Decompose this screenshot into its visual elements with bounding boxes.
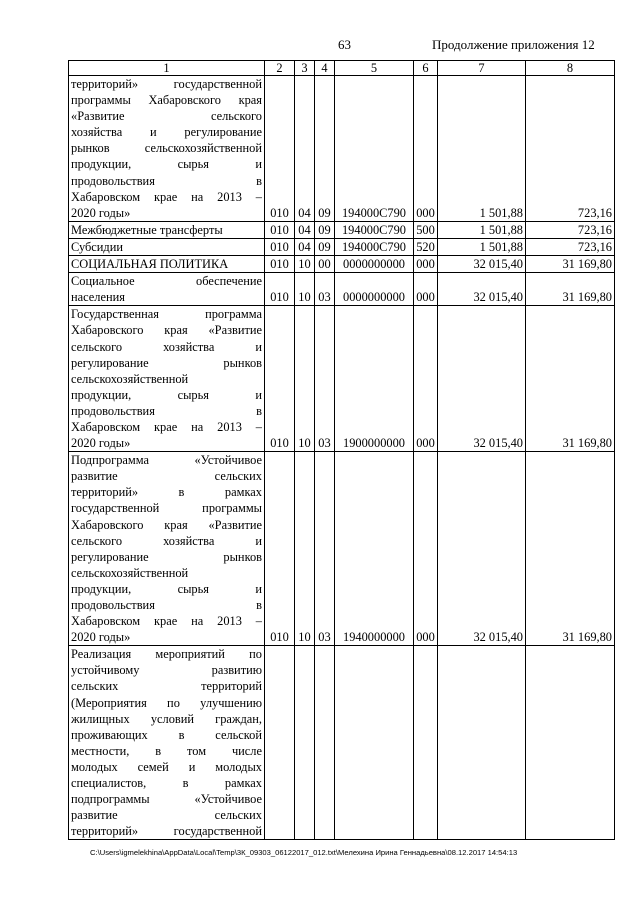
- section-code-cell: 10: [295, 452, 315, 646]
- row-name-cell: [69, 273, 265, 306]
- row-name-line: (Мероприятия по улучшению: [71, 695, 262, 710]
- budget-table: [68, 60, 615, 840]
- ministry-code-cell: 010: [265, 256, 295, 273]
- table-row: [69, 452, 615, 646]
- row-name-line: регулирование рынков: [71, 355, 262, 370]
- table-row: [69, 256, 615, 273]
- section-code-cell: 04: [295, 76, 315, 222]
- ministry-code-cell: 010: [265, 76, 295, 222]
- expense-type-cell: 000: [414, 306, 438, 452]
- section-code-cell: 10: [295, 273, 315, 306]
- row-name-line: Хабаровском крае на 2013 –: [71, 189, 262, 204]
- row-name-line: Субсидии: [71, 239, 123, 254]
- row-name-line: развитие сельских: [71, 469, 262, 484]
- row-name-line: продукции, сырья и: [71, 387, 262, 402]
- row-name-line: Социальное обеспечение: [71, 274, 262, 289]
- row-name-line: территорий» государственной: [71, 824, 262, 839]
- row-name-cell: [69, 452, 265, 646]
- row-name-line: населения: [71, 290, 125, 305]
- sum-year-2-cell: 723,16: [526, 238, 615, 255]
- ministry-code-cell: [265, 646, 295, 840]
- subsection-code-cell: 09: [315, 221, 335, 238]
- row-name-line: продукции, сырья и: [71, 581, 262, 596]
- expense-type-cell: 500: [414, 221, 438, 238]
- row-name-line: Хабаровском крае на 2013 –: [71, 614, 262, 629]
- appendix-continuation-note: Продолжение приложения 12: [432, 37, 595, 52]
- sum-year-2-cell: 31 169,80: [526, 273, 615, 306]
- row-name-line: молодых семей и молодых: [71, 759, 262, 774]
- row-name-line: продовольствия в: [71, 173, 262, 188]
- expense-type-cell: [414, 646, 438, 840]
- subsection-code-cell: [315, 646, 335, 840]
- row-name-line: Хабаровского края «Развитие: [71, 323, 262, 338]
- section-code-cell: 10: [295, 306, 315, 452]
- sum-year-2-cell: [526, 646, 615, 840]
- row-name-line: местности, в том числе: [71, 743, 262, 758]
- row-name-line: специалистов, в рамках: [71, 776, 262, 791]
- sum-year-2-cell: 31 169,80: [526, 256, 615, 273]
- col-header-section: 3: [295, 61, 315, 76]
- col-header-expense-type: 6: [414, 61, 438, 76]
- row-name-line: 2020 годы»: [71, 205, 131, 220]
- table-row: [69, 76, 615, 222]
- page-number: 63: [338, 37, 351, 52]
- col-header-ministry: 2: [265, 61, 295, 76]
- target-article-cell: 0000000000: [335, 273, 414, 306]
- sum-year-1-cell: 1 501,88: [438, 238, 526, 255]
- row-name-line: «Развитие сельского: [71, 109, 262, 124]
- target-article-cell: 194000С790: [335, 76, 414, 222]
- sum-year-2-cell: 31 169,80: [526, 306, 615, 452]
- ministry-code-cell: 010: [265, 238, 295, 255]
- sum-year-1-cell: 32 015,40: [438, 256, 526, 273]
- subsection-code-cell: 03: [315, 452, 335, 646]
- row-name-line: устойчивому развитию: [71, 663, 262, 678]
- table-body: [69, 76, 615, 840]
- section-code-cell: 04: [295, 238, 315, 255]
- footer-file-path: C:\Users\igmelekhina\AppData\Local\Temp\3К_09303_06122017_012.txt\Мелехина Ирина Геннадьевна\08.12.2017 14:54:13: [90, 848, 518, 857]
- row-name-line: проживающих в сельской: [71, 727, 262, 742]
- row-name-line: развитие сельских: [71, 808, 262, 823]
- sum-year-1-cell: 1 501,88: [438, 221, 526, 238]
- row-name-line: государственной программы: [71, 501, 262, 516]
- row-name-line: Хабаровском крае на 2013 –: [71, 419, 262, 434]
- table-header-row: [69, 61, 615, 76]
- row-name-line: Хабаровского края «Развитие: [71, 517, 262, 532]
- table-row: [69, 221, 615, 238]
- col-header-subsection: 4: [315, 61, 335, 76]
- table-row: [69, 273, 615, 306]
- table-row: [69, 238, 615, 255]
- row-name-line: программы Хабаровского края: [71, 93, 262, 108]
- row-name-line: Подпрограмма «Устойчивое: [71, 453, 262, 468]
- row-name-line: сельскохозяйственной: [71, 565, 189, 580]
- section-code-cell: 04: [295, 221, 315, 238]
- target-article-cell: 0000000000: [335, 256, 414, 273]
- sum-year-1-cell: 1 501,88: [438, 76, 526, 222]
- row-name-cell: [69, 306, 265, 452]
- row-name-line: Реализация мероприятий по: [71, 647, 262, 662]
- row-name-line: 2020 годы»: [71, 436, 131, 451]
- expense-type-cell: 000: [414, 76, 438, 222]
- row-name-line: подпрограммы «Устойчивое: [71, 792, 262, 807]
- subsection-code-cell: 09: [315, 76, 335, 222]
- row-name-line: рынков сельскохозяйственной: [71, 141, 262, 156]
- target-article-cell: 1940000000: [335, 452, 414, 646]
- sum-year-1-cell: [438, 646, 526, 840]
- sum-year-2-cell: 723,16: [526, 221, 615, 238]
- table-row: [69, 306, 615, 452]
- table-row: [69, 646, 615, 840]
- expense-type-cell: 000: [414, 273, 438, 306]
- section-code-cell: 10: [295, 256, 315, 273]
- row-name-line: Межбюджетные трансферты: [71, 222, 223, 237]
- col-header-target-article: 5: [335, 61, 414, 76]
- row-name-line: территорий» в рамках: [71, 485, 262, 500]
- target-article-cell: [335, 646, 414, 840]
- row-name-cell: [69, 221, 265, 238]
- row-name-line: сельского хозяйства и: [71, 533, 262, 548]
- sum-year-2-cell: 31 169,80: [526, 452, 615, 646]
- subsection-code-cell: 00: [315, 256, 335, 273]
- row-name-line: СОЦИАЛЬНАЯ ПОЛИТИКА: [71, 257, 229, 272]
- row-name-line: Государственная программа: [71, 307, 262, 322]
- subsection-code-cell: 03: [315, 273, 335, 306]
- col-header-name: 1: [69, 61, 265, 76]
- ministry-code-cell: 010: [265, 273, 295, 306]
- sum-year-1-cell: 32 015,40: [438, 306, 526, 452]
- row-name-cell: [69, 76, 265, 222]
- row-name-cell: [69, 646, 265, 840]
- sum-year-1-cell: 32 015,40: [438, 452, 526, 646]
- row-name-cell: [69, 238, 265, 255]
- col-header-sum-year-1: 7: [438, 61, 526, 76]
- ministry-code-cell: 010: [265, 306, 295, 452]
- subsection-code-cell: 03: [315, 306, 335, 452]
- section-code-cell: [295, 646, 315, 840]
- expense-type-cell: 520: [414, 238, 438, 255]
- row-name-line: территорий» государственной: [71, 77, 262, 91]
- row-name-line: хозяйства и регулирование: [71, 125, 262, 140]
- sum-year-1-cell: 32 015,40: [438, 273, 526, 306]
- expense-type-cell: 000: [414, 452, 438, 646]
- ministry-code-cell: 010: [265, 452, 295, 646]
- row-name-line: сельскохозяйственной: [71, 371, 189, 386]
- row-name-line: жилищных условий граждан,: [71, 711, 262, 726]
- target-article-cell: 194000С790: [335, 221, 414, 238]
- row-name-line: сельского хозяйства и: [71, 339, 262, 354]
- row-name-cell: [69, 256, 265, 273]
- sum-year-2-cell: 723,16: [526, 76, 615, 222]
- row-name-line: продовольствия в: [71, 598, 262, 612]
- target-article-cell: 1900000000: [335, 306, 414, 452]
- row-name-line: 2020 годы»: [71, 630, 131, 645]
- expense-type-cell: 000: [414, 256, 438, 273]
- row-name-line: продовольствия в: [71, 403, 262, 418]
- row-name-line: сельских территорий: [71, 679, 262, 694]
- col-header-sum-year-2: 8: [526, 61, 615, 76]
- row-name-line: регулирование рынков: [71, 549, 262, 564]
- target-article-cell: 194000С790: [335, 238, 414, 255]
- subsection-code-cell: 09: [315, 238, 335, 255]
- row-name-line: продукции, сырья и: [71, 157, 262, 172]
- ministry-code-cell: 010: [265, 221, 295, 238]
